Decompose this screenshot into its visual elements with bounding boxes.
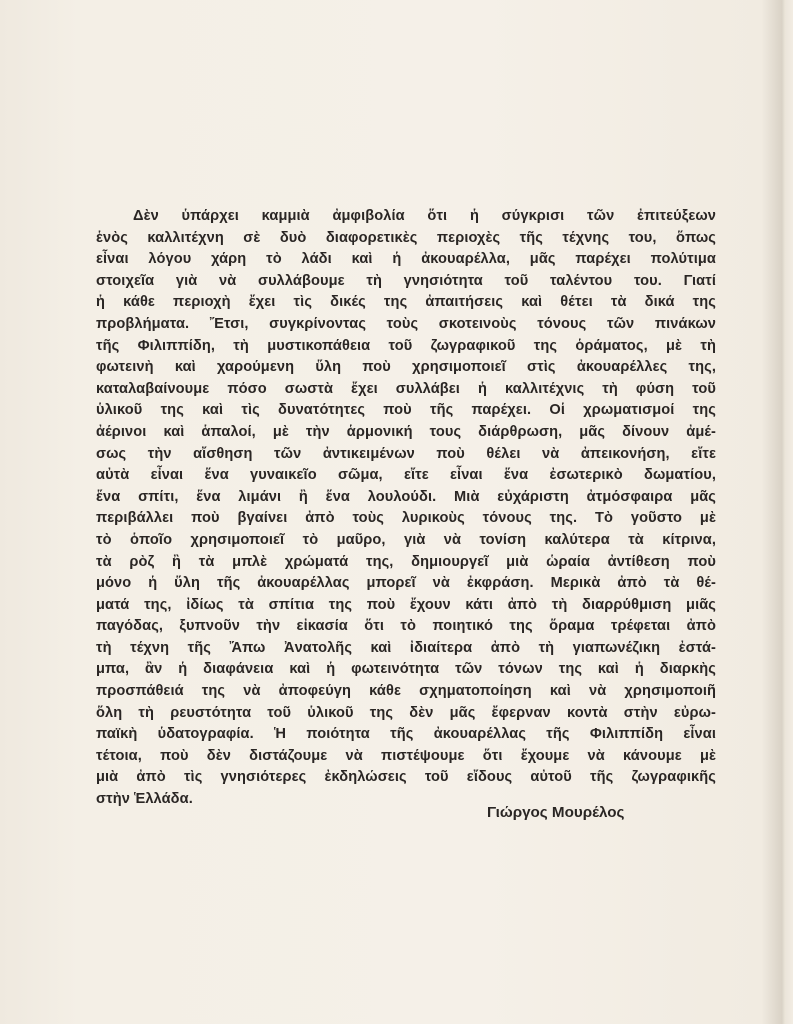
text-line: ἡ κάθε περιοχὴ ἔχει τὶς δικές της ἀπαιτήσεις καὶ θέτει τὰ δικά της [96, 294, 716, 311]
text-line: στὴν Ἑλλάδα. [96, 791, 193, 808]
text-line: φωτεινὴ καὶ χαρούμενη ὕλη ποὺ χρησιμοποιεῖ στὶς ἀκουαρέλλες της, [96, 359, 716, 376]
text-line: αὐτὰ εἶναι ἕνα γυναικεῖο σῶμα, εἴτε εἶναι ἕνα ἐσωτερικὸ δωματίου, [96, 467, 716, 484]
text-line: στοιχεῖα γιὰ νὰ συλλάβουμε τὴ γνησιότητα τοῦ ταλέντου του. Γιατί [96, 272, 716, 289]
text-line: ἑνὸς καλλιτέχνη σὲ δυὸ διαφορετικὲς περιοχὲς τῆς τέχνης του, ὅπως [96, 229, 716, 246]
text-line: σως τὴν αἴσθηση τῶν ἀντικειμένων ποὺ θέλει νὰ ἀπεικονήση, εἴτε [96, 445, 716, 462]
text-line: προσπάθειά της νὰ ἀποφεύγη κάθε σχηματοποίηση καὶ νὰ χρησιμοποιῆ [96, 683, 716, 700]
text-line: ὑλικοῦ της καὶ τὶς δυνατότητες ποὺ τῆς παρέχει. Οἱ χρωματισμοί της [96, 402, 716, 419]
text-line: ὅλη τὴ ρευστότητα τοῦ ὑλικοῦ της δὲν μᾶς ἔφερναν κοντὰ στὴν εὐρω- [96, 704, 716, 721]
text-line: παγόδας, ξυπνοῦν τὴν εἰκασία ὅτι τὸ ποιητικό της ὅραμα τρέφεται ἀπὸ [96, 618, 716, 635]
text-line: παϊκὴ ὑδατογραφία. Ἡ ποιότητα τῆς ἀκουαρέλλας τῆς Φιλιππίδη εἶναι [96, 726, 716, 743]
text-line: προβλήματα. Ἔτσι, συγκρίνοντας τοὺς σκοτεινοὺς τόνους τῶν πινάκων [96, 315, 716, 332]
text-line: καταλαβαίνουμε πόσο σωστὰ ἔχει συλλάβει ἡ καλλιτέχνις τὴ φύση τοῦ [96, 380, 716, 397]
text-line: τέτοια, ποὺ δὲν διστάζουμε νὰ πιστέψουμε ὅτι ἔχουμε νὰ κάνουμε μὲ [96, 747, 716, 764]
text-line: τῆς Φιλιππίδη, τὴ μυστικοπάθεια τοῦ ζωγραφικοῦ της ὁράματος, μὲ τὴ [96, 337, 716, 354]
body-text [96, 206, 716, 811]
text-line: εἶναι λόγου χάρη τὸ λάδι καὶ ἡ ἀκουαρέλλα, μᾶς παρέχει πολύτιμα [96, 251, 716, 268]
text-line: μπα, ἂν ἡ διαφάνεια καὶ ἡ φωτεινότητα τῶν τόνων της καὶ ἡ διαρκὴς [96, 661, 716, 678]
text-line: τὰ ρὸζ ἢ τὰ μπλὲ χρώματά της, δημιουργεῖ μιὰ ὡραία ἀντίθεση ποὺ [96, 553, 716, 570]
text-line: μιὰ ἀπὸ τὶς γνησιότερες ἐκδηλώσεις τοῦ εἴδους αὐτοῦ τῆς ζωγραφικῆς [96, 769, 716, 786]
text-line: Δὲν ὑπάρχει καμμιὰ ἀμφιβολία ὅτι ἡ σύγκρισι τῶν ἐπιτεύξεων [133, 208, 716, 224]
text-line: περιβάλλει ποὺ βγαίνει ἀπὸ τοὺς λυρικοὺς τόνους της. Τὸ γοῦστο μὲ [96, 510, 716, 527]
text-line: τὸ ὁποῖο χρησιμοποιεῖ τὸ μαῦρο, γιὰ νὰ τονίση καλύτερα τὰ κίτρινα, [96, 531, 716, 548]
text-line: μόνο ἡ ὕλη τῆς ἀκουαρέλλας μπορεῖ νὰ ἐκφράση. Μερικὰ ἀπὸ τὰ θέ- [96, 575, 716, 592]
text-line: ἕνα σπίτι, ἕνα λιμάνι ἢ ἕνα λουλούδι. Μιὰ εὐχάριστη ἀτμόσφαιρα μᾶς [96, 488, 716, 505]
author-signature: Γιώργος Μουρέλος [487, 804, 625, 821]
text-line: τὴ τέχνη τῆς Ἄπω Ἀνατολῆς καὶ ἰδιαίτερα ἀπὸ τὴ γιαπωνέζικη ἐστά- [96, 639, 716, 656]
text-line: ἀέρινοι καὶ ἁπαλοί, μὲ τὴν ἁρμονική τους διάρθρωση, μᾶς δίνουν ἀμέ- [96, 423, 716, 440]
text-line: ματά της, ἰδίως τὰ σπίτια της ποὺ ἔχουν κάτι ἀπὸ τὴ διαρρύθμιση μιᾶς [96, 596, 716, 613]
